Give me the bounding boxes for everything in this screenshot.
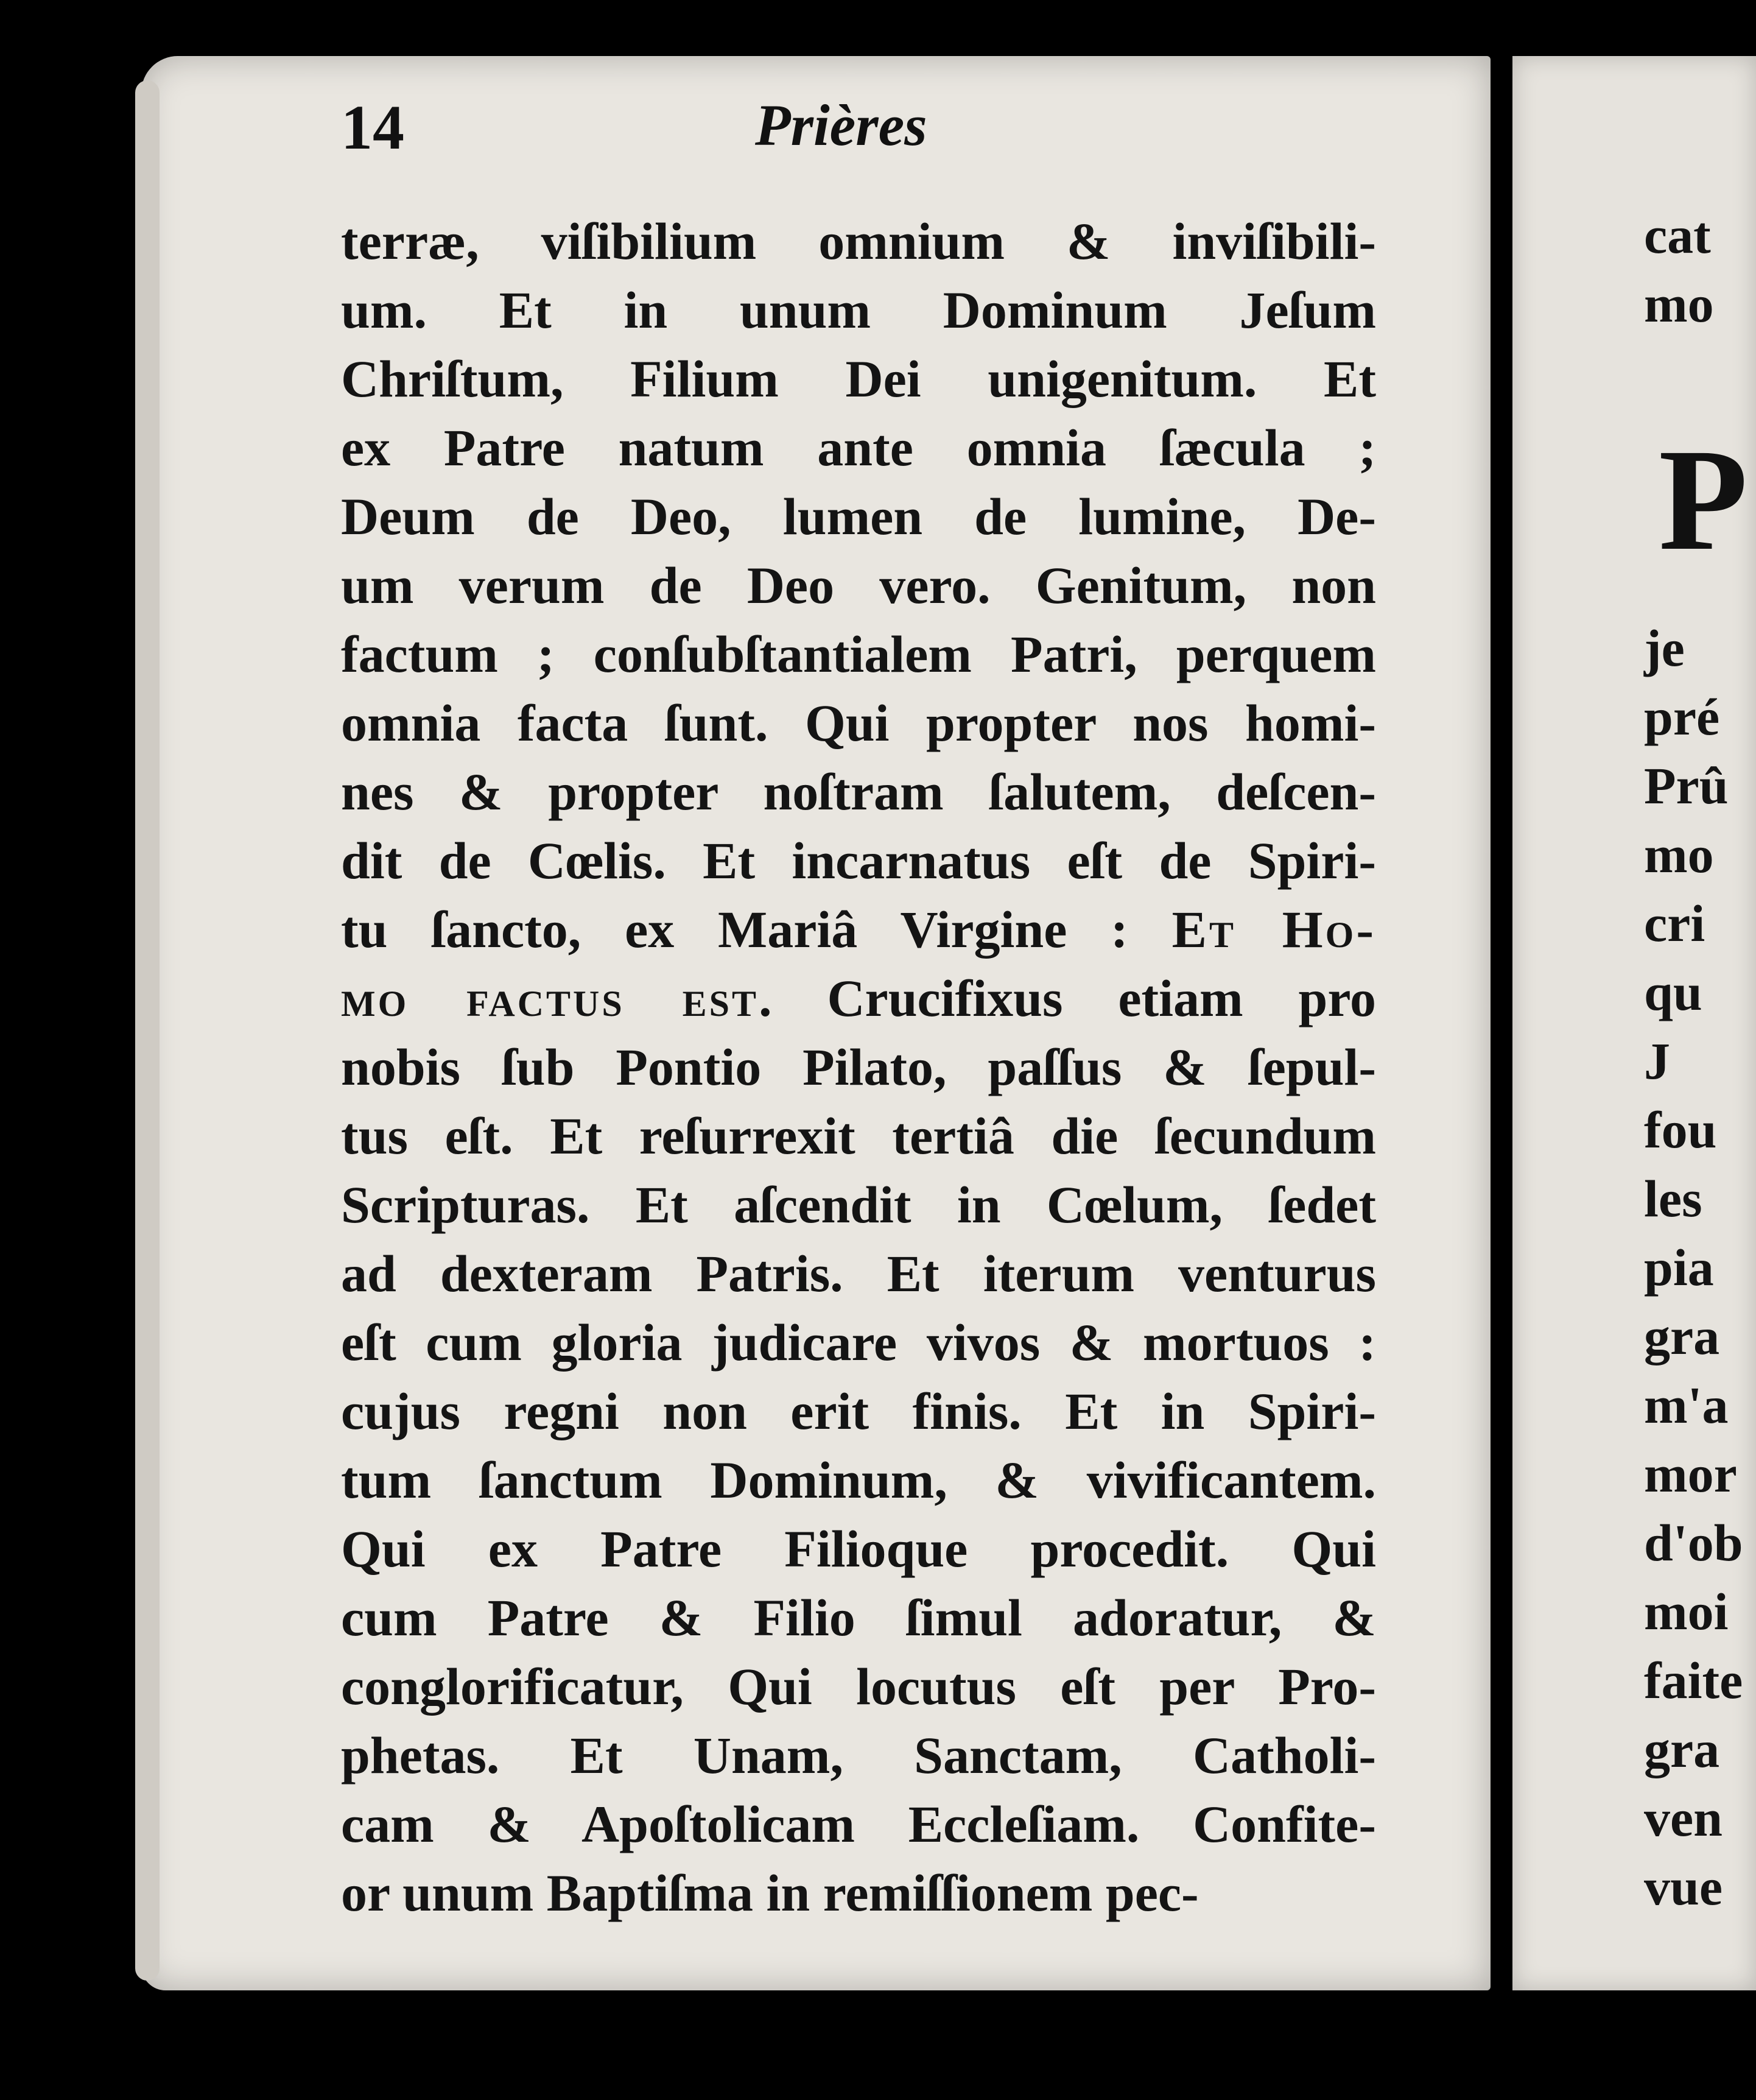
- text-line: Qui ex Patre Filioque procedit. Qui: [341, 1520, 1376, 1578]
- text-line: terræ, viſibilium omnium & inviſibili-: [341, 212, 1376, 270]
- facing-line: cri: [1644, 894, 1705, 953]
- text-line: ad dexteram Patris. Et iterum venturus: [341, 1244, 1376, 1303]
- facing-line: m'a: [1644, 1376, 1729, 1434]
- facing-line: qu: [1644, 963, 1702, 1021]
- facing-line: [1644, 339, 1722, 407]
- facing-line: fou: [1644, 1101, 1717, 1159]
- text-line: Scripturas. Et aſcendit in Cœlum, ſedet: [341, 1175, 1376, 1234]
- facing-line: mor: [1644, 1445, 1737, 1503]
- facing-line: [1644, 545, 1722, 614]
- body-text: [341, 207, 1376, 1928]
- text-line: Chriſtum, Filium Dei unigenitum. Et: [341, 350, 1376, 408]
- running-title: Prières: [755, 93, 927, 158]
- text-line: omnia facta ſunt. Qui propter nos homi-: [341, 694, 1376, 752]
- text-line: eſt cum gloria judicare vivos & mortuos :: [341, 1313, 1376, 1372]
- facing-line: gra: [1644, 1720, 1720, 1778]
- text-line: factum ; conſubſtantialem Patri, perquem: [341, 625, 1376, 683]
- facing-line: cat: [1644, 206, 1711, 264]
- text-line: phetas. Et Unam, Sanctam, Catholi-: [341, 1726, 1376, 1785]
- text-line: cujus regni non erit finis. Et in Spiri-: [341, 1382, 1376, 1440]
- text-line: ex Patre natum ante omnia ſæcula ;: [341, 418, 1376, 477]
- text-line-smallcaps: mo factus est: [341, 969, 759, 1027]
- text-line: um verum de Deo vero. Genitum, non: [341, 556, 1376, 615]
- text-line: tum ſanctum Dominum, & vivificantem.: [341, 1451, 1376, 1509]
- facing-line: moi: [1644, 1582, 1729, 1641]
- text-line: cum Patre & Filio ſimul adoratur, &: [341, 1588, 1376, 1647]
- facing-line: mo: [1644, 825, 1714, 884]
- facing-line: d'ob: [1644, 1513, 1743, 1572]
- facing-line: pia: [1644, 1238, 1714, 1297]
- text-line: Deum de Deo, lumen de lumine, De-: [341, 487, 1376, 546]
- text-line-mixed: [341, 895, 1376, 964]
- text-line: nes & propter noſtram ſalutem, deſcen-: [341, 763, 1376, 821]
- text-line-mixed: [341, 964, 1376, 1033]
- book-gutter: [1491, 37, 1512, 2022]
- facing-line: vue: [1644, 1858, 1723, 1916]
- running-head: [341, 91, 1376, 177]
- facing-line: ven: [1644, 1789, 1723, 1847]
- text-line-smallcaps: Et Ho-: [1171, 900, 1376, 959]
- text-line: tus eſt. Et reſurrexit tertiâ die ſecundum: [341, 1107, 1376, 1165]
- text-line: or unum Baptiſma in remiſſionem pec-: [341, 1864, 1199, 1922]
- facing-page-text: [1644, 201, 1748, 1922]
- facing-line: mo: [1644, 275, 1714, 333]
- facing-line: Prû: [1644, 756, 1729, 815]
- facing-line: je: [1644, 619, 1685, 677]
- text-line-part: . Crucifixus etiam pro: [759, 969, 1376, 1027]
- text-line: cam & Apoſtolicam Eccleſiam. Confite-: [341, 1795, 1376, 1853]
- text-line-part: tu ſancto, ex Mariâ Virgine :: [341, 900, 1172, 959]
- facing-line: les: [1644, 1169, 1702, 1228]
- facing-line: faite: [1644, 1651, 1743, 1710]
- page-number: 14: [341, 93, 404, 163]
- facing-line: gra: [1644, 1307, 1720, 1365]
- text-line: conglorificatur, Qui locutus eſt per Pro-: [341, 1657, 1376, 1716]
- facing-line: [1644, 476, 1722, 545]
- facing-page-drop-cap: P: [1659, 418, 1748, 580]
- text-line: nobis ſub Pontio Pilato, paſſus & ſepul-: [341, 1038, 1376, 1096]
- facing-line: [1644, 407, 1722, 476]
- facing-line: J: [1644, 1032, 1670, 1090]
- text-line: um. Et in unum Dominum Jeſum: [341, 281, 1376, 339]
- text-line: dit de Cœlis. Et incarnatus eſt de Spiri-: [341, 831, 1376, 890]
- facing-line: pré: [1644, 688, 1720, 746]
